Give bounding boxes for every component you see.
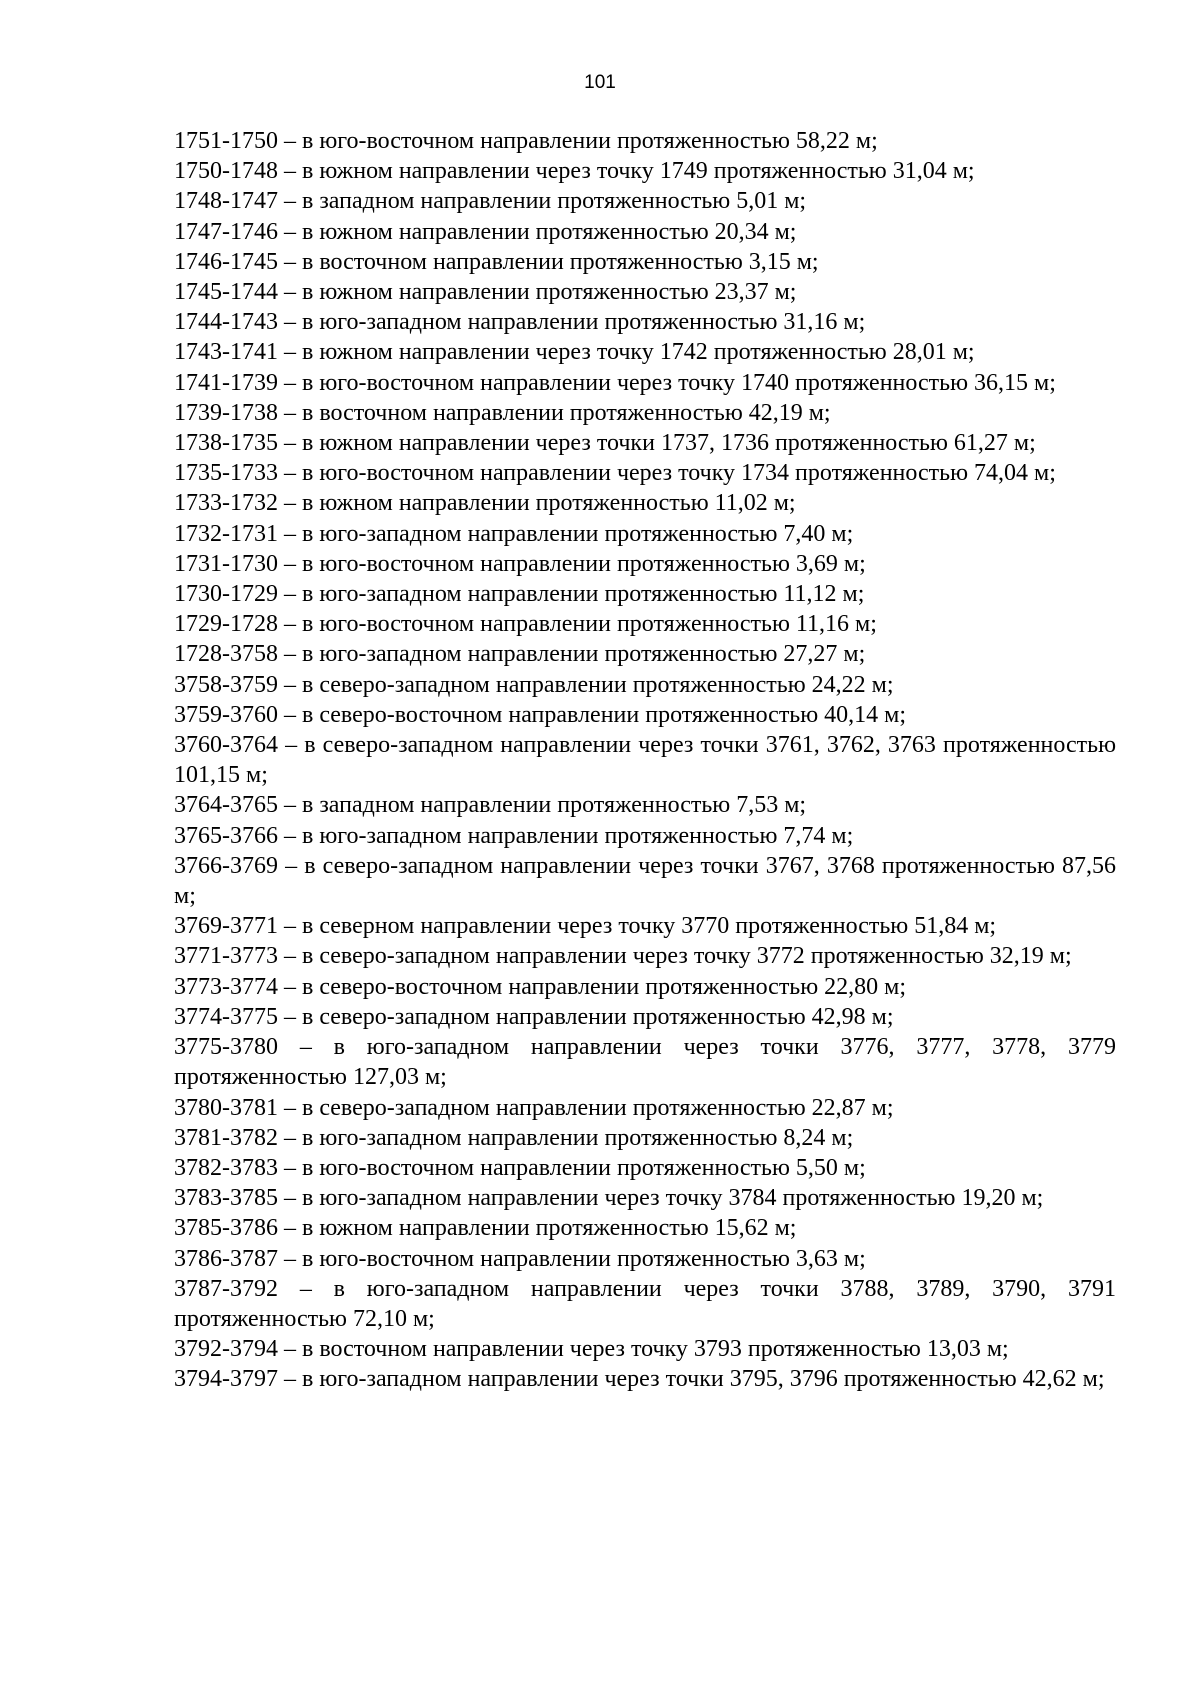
paragraph: 1743-1741 – в южном направлении через точку 1742 протяженностью 28,01 м; [174, 339, 975, 366]
paragraph: 3773-3774 – в северо-восточном направлении протяженностью 22,80 м; [174, 973, 907, 1000]
paragraph: 1731-1730 – в юго-восточном направлении протяженностью 3,69 м; [174, 550, 866, 577]
paragraph: 3775-3780 – в юго-западном направлении через точки 3776, 3777, 3778, 3779 протяженностью 127,03 м; [174, 1034, 1116, 1091]
paragraph: 3758-3759 – в северо-западном направлении протяженностью 24,22 м; [174, 671, 894, 698]
paragraph: 1750-1748 – в южном направлении через точку 1749 протяженностью 31,04 м; [174, 158, 975, 185]
paragraph: 1747-1746 – в южном направлении протяженностью 20,34 м; [174, 218, 797, 245]
paragraph: 1735-1733 – в юго-восточном направлении через точку 1734 протяженностью 74,04 м; [174, 460, 1056, 487]
paragraph: 1745-1744 – в южном направлении протяженностью 23,37 м; [174, 279, 797, 306]
paragraph: 3766-3769 – в северо-западном направлении через точки 3767, 3768 протяженностью 87,56 м; [174, 852, 1116, 910]
paragraph: 3771-3773 – в северо-западном направлении через точку 3772 протяженностью 32,19 м; [174, 943, 1072, 970]
paragraph: 3781-3782 – в юго-западном направлении протяженностью 8,24 м; [174, 1124, 854, 1151]
paragraph: 3769-3771 – в северном направлении через точку 3770 протяженностью 51,84 м; [174, 913, 997, 940]
paragraph: 1739-1738 – в восточном направлении протяженностью 42,19 м; [174, 399, 831, 426]
paragraph: 3786-3787 – в юго-восточном направлении протяженностью 3,63 м; [174, 1245, 866, 1272]
paragraph: 3765-3766 – в юго-западном направлении протяженностью 7,74 м; [174, 822, 854, 849]
paragraph: 1732-1731 – в юго-западном направлении протяженностью 7,40 м; [174, 520, 854, 547]
paragraph: 3774-3775 – в северо-западном направлении протяженностью 42,98 м; [174, 1003, 894, 1030]
paragraph: 3782-3783 – в юго-восточном направлении протяженностью 5,50 м; [174, 1154, 866, 1181]
paragraph: 1733-1732 – в южном направлении протяженностью 11,02 м; [174, 490, 796, 517]
document-body [174, 126, 1116, 1395]
paragraph: 3785-3786 – в южном направлении протяженностью 15,62 м; [174, 1215, 797, 1242]
paragraph: 1741-1739 – в юго-восточном направлении через точку 1740 протяженностью 36,15 м; [174, 369, 1056, 396]
paragraph: 1748-1747 – в западном направлении протяженностью 5,01 м; [174, 188, 807, 215]
paragraph: 3787-3792 – в юго-западном направлении через точки 3788, 3789, 3790, 3791 протяженностью 72,10 м; [174, 1275, 1116, 1332]
paragraph: 1730-1729 – в юго-западном направлении протяженностью 11,12 м; [174, 581, 865, 608]
paragraph: 3783-3785 – в юго-западном направлении через точку 3784 протяженностью 19,20 м; [174, 1185, 1044, 1212]
paragraph: 1728-3758 – в юго-западном направлении протяженностью 27,27 м; [174, 641, 866, 668]
paragraph: 3759-3760 – в северо-восточном направлении протяженностью 40,14 м; [174, 701, 907, 728]
paragraph: 1729-1728 – в юго-восточном направлении протяженностью 11,16 м; [174, 611, 877, 638]
page-number: 101 [584, 72, 616, 93]
paragraph: 1738-1735 – в южном направлении через точки 1737, 1736 протяженностью 61,27 м; [174, 430, 1036, 457]
paragraph: 3760-3764 – в северо-западном направлении через точки 3761, 3762, 3763 протяженностью 101,15 м; [174, 732, 1116, 789]
paragraph: 3792-3794 – в восточном направлении через точку 3793 протяженностью 13,03 м; [174, 1336, 1009, 1363]
paragraph: 3780-3781 – в северо-западном направлении протяженностью 22,87 м; [174, 1094, 894, 1121]
paragraph: 3794-3797 – в юго-западном направлении через точки 3795, 3796 протяженностью 42,62 м; [174, 1366, 1105, 1393]
paragraph: 1746-1745 – в восточном направлении протяженностью 3,15 м; [174, 248, 819, 275]
paragraph: 1751-1750 – в юго-восточном направлении протяженностью 58,22 м; [174, 128, 878, 154]
paragraph: 3764-3765 – в западном направлении протяженностью 7,53 м; [174, 792, 807, 819]
paragraph: 1744-1743 – в юго-западном направлении протяженностью 31,16 м; [174, 309, 866, 336]
